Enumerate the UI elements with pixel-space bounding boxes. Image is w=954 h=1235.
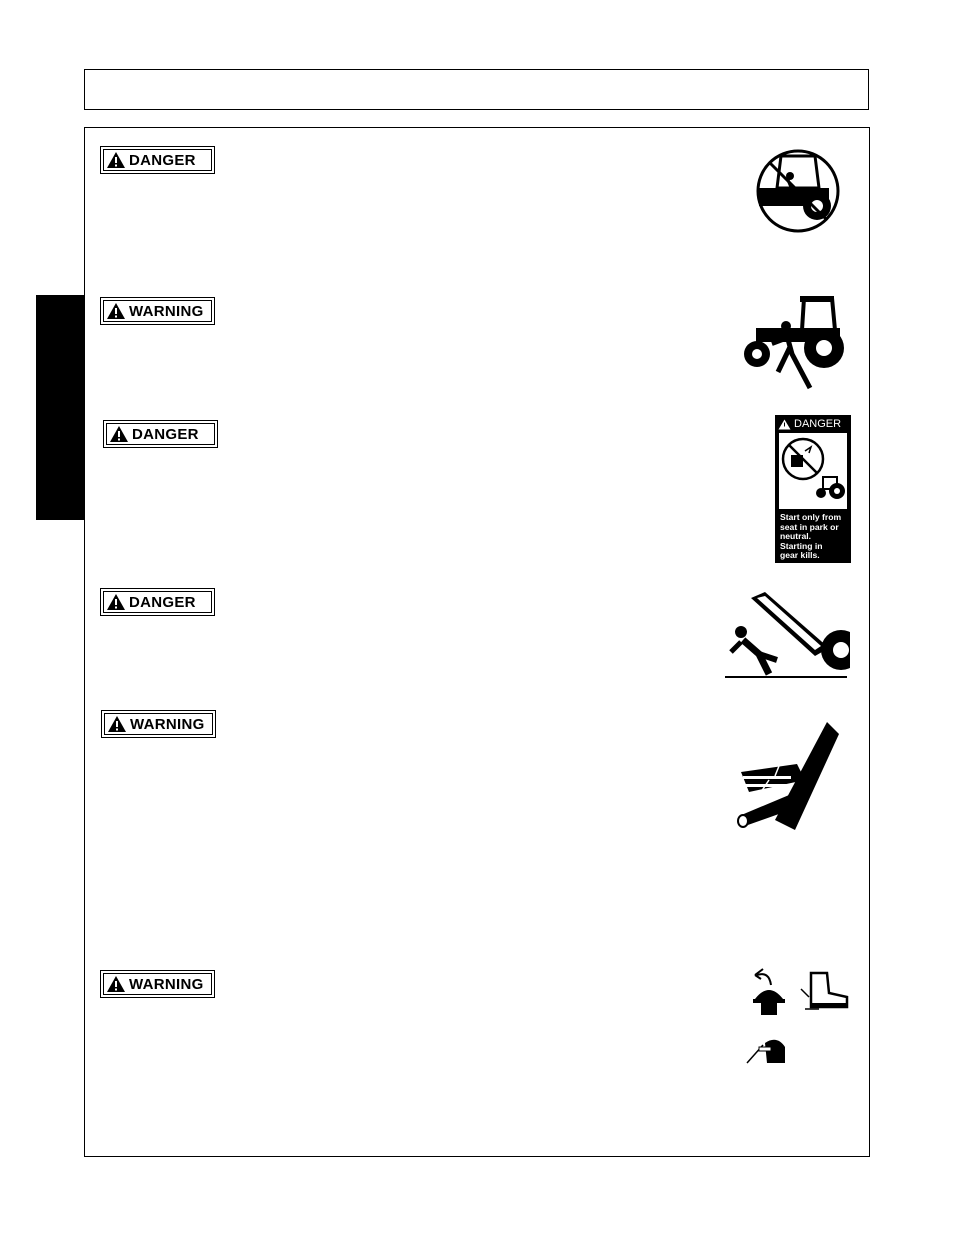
- high-pressure-fluid-icon: [735, 720, 843, 830]
- hard-hat-icon: [753, 969, 785, 1015]
- crushing-hazard-icon: [725, 588, 850, 680]
- hazard-triangle-icon: [107, 715, 127, 733]
- hazard-triangle-icon: [109, 425, 129, 443]
- danger-badge-2: [103, 420, 218, 448]
- signal-word: WARNING: [130, 715, 205, 733]
- hazard-triangle-icon: [106, 151, 126, 169]
- hazard-triangle-icon: [106, 593, 126, 611]
- safety-boot-icon: [801, 973, 847, 1009]
- signal-word: WARNING: [129, 975, 204, 993]
- warning-badge-1: [100, 297, 215, 325]
- warning-badge-3: [100, 970, 215, 998]
- warning-badge-2: [101, 710, 216, 738]
- signal-word: DANGER: [129, 593, 196, 611]
- danger-badge-3: [100, 588, 215, 616]
- protective-equipment-icons: [745, 965, 851, 1069]
- signal-word: DANGER: [132, 425, 199, 443]
- signal-word: DANGER: [129, 151, 196, 169]
- safety-glasses-icon: [747, 1040, 785, 1063]
- decal-text: Start only from seat in park or neutral. Starting in gear kills.: [780, 512, 842, 561]
- hazard-triangle-icon: [778, 419, 791, 430]
- signal-word: WARNING: [129, 302, 204, 320]
- hazard-triangle-icon: [106, 302, 126, 320]
- danger-badge-1: [100, 146, 215, 174]
- section-side-tab: [36, 295, 84, 520]
- start-in-neutral-decal: [775, 415, 851, 563]
- no-riders-icon: [755, 148, 841, 234]
- runover-tractor-icon: [742, 292, 846, 392]
- decal-title: DANGER: [794, 418, 842, 430]
- page-header-box: [84, 69, 869, 110]
- no-bypass-start-icon: [779, 433, 847, 509]
- hazard-triangle-icon: [106, 975, 126, 993]
